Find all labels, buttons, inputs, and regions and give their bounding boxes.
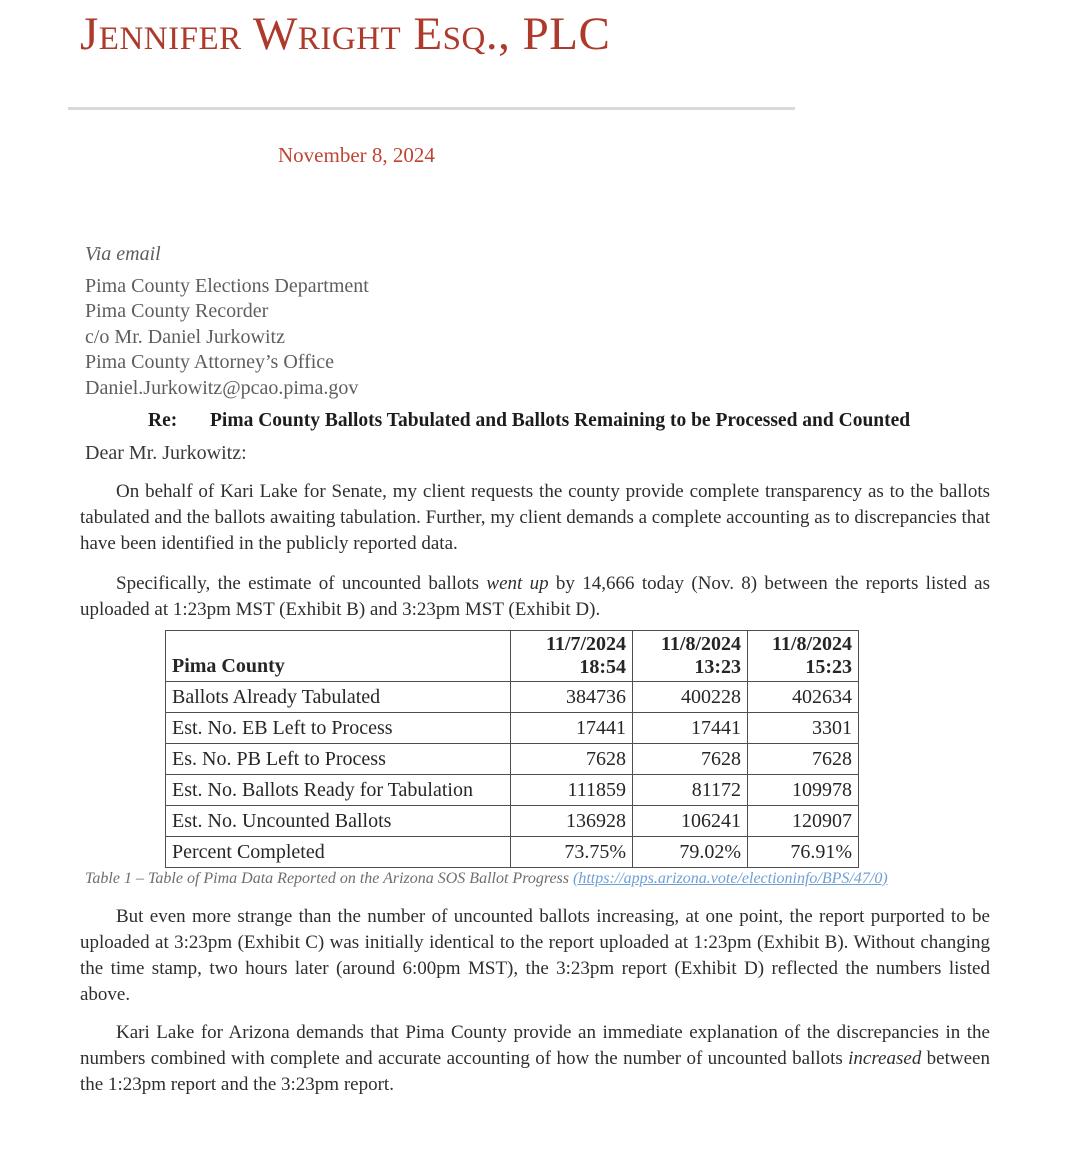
sos-ballot-progress-link[interactable]: (https://apps.arizona.vote/electioninfo/BPS/47/0) <box>573 869 888 887</box>
row-label: Est. No. Uncounted Ballots <box>166 805 511 836</box>
table-row <box>166 805 859 836</box>
recipient-email: Daniel.Jurkowitz@pcao.pima.gov <box>85 376 359 399</box>
cell-value: 400228 <box>633 681 748 712</box>
column-2-date: 11/8/2024 <box>660 632 741 655</box>
paragraph-4-emphasis: increased <box>848 1047 922 1069</box>
row-label: Est. No. Ballots Ready for Tabulation <box>166 774 511 805</box>
recipient-line-1: Pima County Elections Department <box>85 274 369 297</box>
table-row <box>166 774 859 805</box>
letterhead-divider <box>68 107 795 110</box>
salutation: Dear Mr. Jurkowitz: <box>85 441 247 464</box>
column-1-time: 18:54 <box>579 655 626 678</box>
paragraph-2 <box>80 571 990 623</box>
letter-date: November 8, 2024 <box>278 142 435 167</box>
paragraph-1: On behalf of Kari Lake for Senate, my client requests the county provide complete transparency as to the ballots tabulated and the ballots awaiting tabulation. Further, my client demands a complete accounting as to discrepancies that have been identified in the publicly reported data. <box>80 480 990 554</box>
table-row <box>166 681 859 712</box>
cell-value: 106241 <box>633 805 748 836</box>
paragraph-2-emphasis: went up <box>486 572 549 594</box>
cell-value: 109978 <box>748 774 859 805</box>
row-label: Est. No. EB Left to Process <box>166 712 511 743</box>
cell-value: 111859 <box>511 774 633 805</box>
column-3-date: 11/8/2024 <box>771 632 852 655</box>
cell-value: 73.75% <box>511 836 633 867</box>
paragraph-2-post: by 14,666 today (Nov. 8) between the reports listed as uploaded at 1:23pm MST (Exhibit B) and 3:23pm MST (Exhibit D). <box>80 572 990 620</box>
delivery-method-note: Via email <box>85 242 161 265</box>
paragraph-2-pre: Specifically, the estimate of uncounted ballots <box>116 572 487 594</box>
letterhead-firm-name: Jennifer Wright Esq., PLC <box>80 8 611 60</box>
cell-value: 120907 <box>748 805 859 836</box>
recipient-address-block <box>85 274 990 402</box>
table-corner-header: Pima County <box>166 630 511 681</box>
row-label: Percent Completed <box>166 836 511 867</box>
column-3-time: 15:23 <box>805 655 852 678</box>
cell-value: 3301 <box>748 712 859 743</box>
column-header-1 <box>511 630 633 681</box>
paragraph-3: But even more strange than the number of uncounted ballots increasing, at one point, the report purported to be uploaded at 3:23pm (Exhibit C) was initially identical to the report uploaded at 1:23pm (Exhibit B). Without changing the time stamp, two hours later (around 6:00pm MST), the 3:23pm report (Exhibit D) reflected the numbers listed above. <box>80 905 990 1005</box>
recipient-line-2: Pima County Recorder <box>85 300 269 323</box>
table-header-row <box>166 630 859 681</box>
table-row <box>166 712 859 743</box>
cell-value: 7628 <box>511 743 633 774</box>
recipient-line-4: Pima County Attorney’s Office <box>85 351 335 374</box>
table-caption-text: Table 1 – Table of Pima Data Reported on the Arizona SOS Ballot Progress <box>85 869 574 887</box>
table-row <box>166 743 859 774</box>
table-caption <box>85 869 990 889</box>
cell-value: 402634 <box>748 681 859 712</box>
cell-value: 17441 <box>633 712 748 743</box>
cell-value: 76.91% <box>748 836 859 867</box>
column-header-2 <box>633 630 748 681</box>
subject-label: Re: <box>148 410 178 432</box>
subject-text: Pima County Ballots Tabulated and Ballots Remaining to be Processed and Counted <box>210 410 911 432</box>
ballot-data-table <box>165 630 859 868</box>
cell-value: 79.02% <box>633 836 748 867</box>
column-header-3 <box>748 630 859 681</box>
recipient-line-3: c/o Mr. Daniel Jurkowitz <box>85 325 285 348</box>
row-label: Es. No. PB Left to Process <box>166 743 511 774</box>
cell-value: 7628 <box>748 743 859 774</box>
cell-value: 384736 <box>511 681 633 712</box>
paragraph-4-post: between the 1:23pm report and the 3:23pm report. <box>80 1047 990 1095</box>
row-label: Ballots Already Tabulated <box>166 681 511 712</box>
subject-line <box>80 409 922 433</box>
paragraph-4-pre: Kari Lake for Arizona demands that Pima County provide an immediate explanation of the discrepancies in the numbers combined with complete and accurate accounting of how the number of uncounted ballots <box>80 1021 990 1069</box>
cell-value: 7628 <box>633 743 748 774</box>
cell-value: 136928 <box>511 805 633 836</box>
cell-value: 81172 <box>633 774 748 805</box>
paragraph-4 <box>80 1020 990 1098</box>
table-row <box>166 836 859 867</box>
cell-value: 17441 <box>511 712 633 743</box>
column-2-time: 13:23 <box>694 655 741 678</box>
column-1-date: 11/7/2024 <box>545 632 626 655</box>
